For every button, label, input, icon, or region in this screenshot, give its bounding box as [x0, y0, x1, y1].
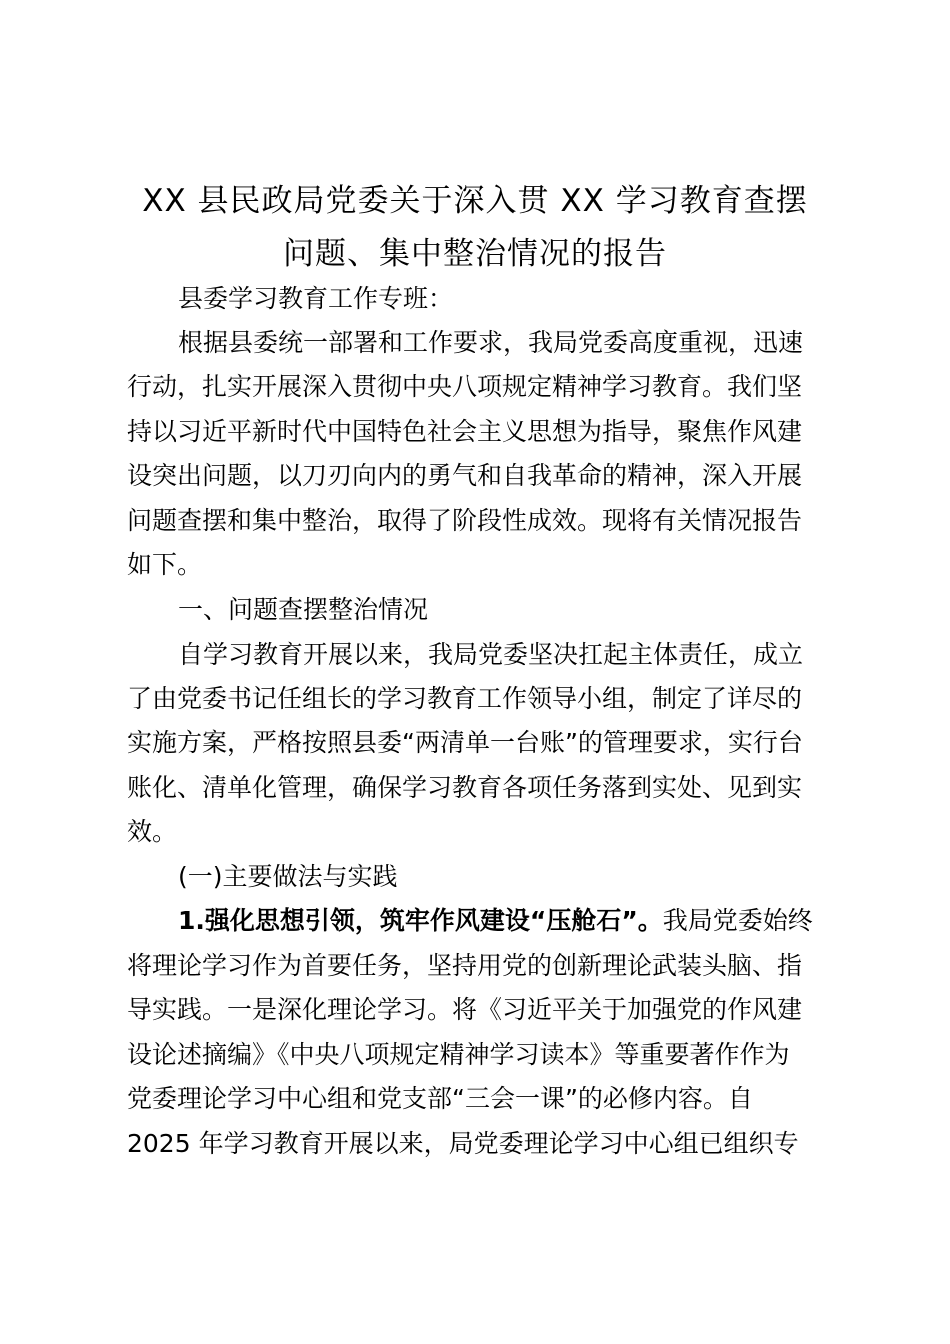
point-line: 将理论学习作为首要任务，坚持用党的创新理论武装头脑、指	[127, 951, 803, 980]
section-line: 账化、清单化管理，确保学习教育各项任务落到实处、见到实	[127, 773, 803, 802]
point-1-heading: 1.强化思想引领，筑牢作风建设“压舱石”。	[178, 906, 663, 935]
section-line: 了由党委书记任组长的学习教育工作领导小组，制定了详尽的	[127, 684, 803, 713]
point-line: 导实践。一是深化理论学习。将《习近平关于加强党的作风建	[127, 995, 803, 1024]
subsection-heading: (一)主要做法与实践	[178, 862, 398, 891]
intro-line: 根据县委统一部署和工作要求，我局党委高度重视，迅速	[178, 328, 804, 357]
point-1-text: 我局党委始终	[662, 906, 813, 935]
point-line: 党委理论学习中心组和党支部“三会一课”的必修内容。自	[127, 1084, 753, 1113]
intro-line: 问题查摆和集中整治，取得了阶段性成效。现将有关情况报告	[127, 506, 803, 535]
point-line: 2025 年学习教育开展以来，局党委理论学习中心组已组织专	[127, 1129, 799, 1158]
section-line: 实施方案，严格按照县委“两清单一台账”的管理要求，实行台	[127, 728, 803, 757]
intro-line: 持以习近平新时代中国特色社会主义思想为指导，聚焦作风建	[127, 417, 803, 446]
document-title-line-1: XX 县民政局党委关于深入贯 XX 学习教育查摆	[142, 183, 808, 219]
section-line: 自学习教育开展以来，我局党委坚决扛起主体责任，成立	[178, 640, 804, 669]
intro-line: 如下。	[127, 550, 203, 579]
document-title-line-2: 问题、集中整治情况的报告	[283, 236, 667, 272]
section-line: 效。	[127, 817, 178, 846]
intro-line: 行动，扎实开展深入贯彻中央八项规定精神学习教育。我们坚	[127, 372, 803, 401]
point-1-first-line	[178, 905, 813, 937]
section-heading: 一、问题查摆整治情况	[178, 595, 429, 624]
point-line: 设论述摘编》《中央八项规定精神学习读本》等重要著作作为	[127, 1040, 790, 1069]
intro-line: 设突出问题，以刀刃向内的勇气和自我革命的精神，深入开展	[127, 461, 803, 490]
salutation: 县委学习教育工作专班：	[178, 284, 454, 313]
